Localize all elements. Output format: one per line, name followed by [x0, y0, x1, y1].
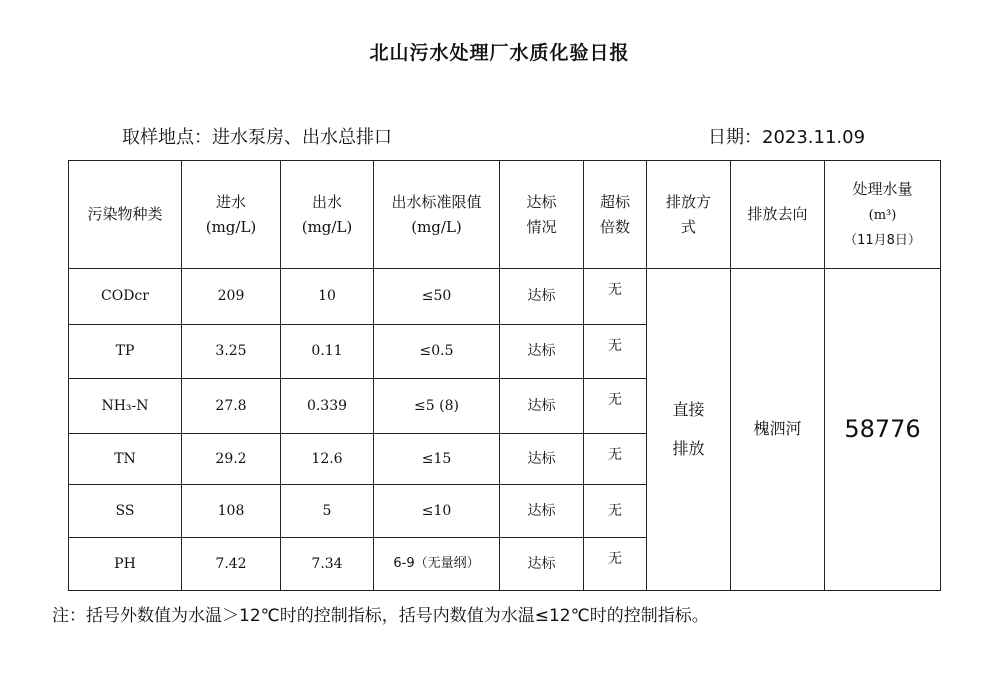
limit-cell: ≤50	[374, 269, 500, 325]
limit-cell: ≤10	[374, 485, 500, 538]
limit-cell: 6-9（无量纲）	[374, 538, 500, 591]
exceed-cell: 无	[584, 379, 647, 434]
status-cell: 达标	[500, 325, 584, 379]
status-cell: 达标	[500, 538, 584, 591]
discharge-destination-cell: 槐泗河	[731, 269, 825, 591]
outflow-cell: 5	[281, 485, 374, 538]
footnote: 注：括号外数值为水温＞12℃时的控制指标，括号内数值为水温≤12℃时的控制指标。	[52, 606, 709, 626]
status-cell: 达标	[500, 434, 584, 485]
limit-cell: ≤15	[374, 434, 500, 485]
table-header-row	[69, 161, 941, 269]
header-outflow: 出水 (mg/L)	[281, 161, 374, 269]
pollutant-cell: TP	[69, 325, 182, 379]
pollutant-cell: SS	[69, 485, 182, 538]
inflow-cell: 108	[182, 485, 281, 538]
outflow-cell: 10	[281, 269, 374, 325]
inflow-cell: 7.42	[182, 538, 281, 591]
inflow-cell: 27.8	[182, 379, 281, 434]
outflow-cell: 0.339	[281, 379, 374, 434]
discharge-method-cell: 直接 排放	[647, 269, 731, 591]
inflow-cell: 29.2	[182, 434, 281, 485]
report-title: 北山污水处理厂水质化验日报	[369, 42, 630, 64]
header-discharge-method: 排放方 式	[647, 161, 731, 269]
outflow-cell: 12.6	[281, 434, 374, 485]
exceed-cell: 无	[584, 434, 647, 485]
limit-cell: ≤0.5	[374, 325, 500, 379]
pollutant-cell: TN	[69, 434, 182, 485]
exceed-cell: 无	[584, 269, 647, 325]
pollutant-cell: CODcr	[69, 269, 182, 325]
exceed-cell: 无	[584, 325, 647, 379]
status-cell: 达标	[500, 485, 584, 538]
header-limit: 出水标准限值 (mg/L)	[374, 161, 500, 269]
header-discharge-destination: 排放去向	[731, 161, 825, 269]
header-exceed-multiple: 超标 倍数	[584, 161, 647, 269]
header-treated-volume: 处理水量 (m³) （11月8日）	[825, 161, 941, 269]
header-inflow: 进水 (mg/L)	[182, 161, 281, 269]
header-compliance: 达标 情况	[500, 161, 584, 269]
table-row	[69, 269, 941, 325]
pollutant-cell: NH₃-N	[69, 379, 182, 434]
limit-cell: ≤5 (8)	[374, 379, 500, 434]
inflow-cell: 209	[182, 269, 281, 325]
exceed-cell: 无	[584, 538, 647, 591]
outflow-cell: 0.11	[281, 325, 374, 379]
pollutant-cell: PH	[69, 538, 182, 591]
inflow-cell: 3.25	[182, 325, 281, 379]
water-quality-table	[68, 160, 941, 591]
exceed-cell: 无	[584, 485, 647, 538]
status-cell: 达标	[500, 379, 584, 434]
sampling-location: 取样地点：进水泵房、出水总排口	[122, 127, 392, 148]
header-pollutant: 污染物种类	[69, 161, 182, 269]
report-date: 日期：2023.11.09	[708, 127, 866, 148]
status-cell: 达标	[500, 269, 584, 325]
outflow-cell: 7.34	[281, 538, 374, 591]
treated-volume-cell: 58776	[825, 269, 941, 591]
